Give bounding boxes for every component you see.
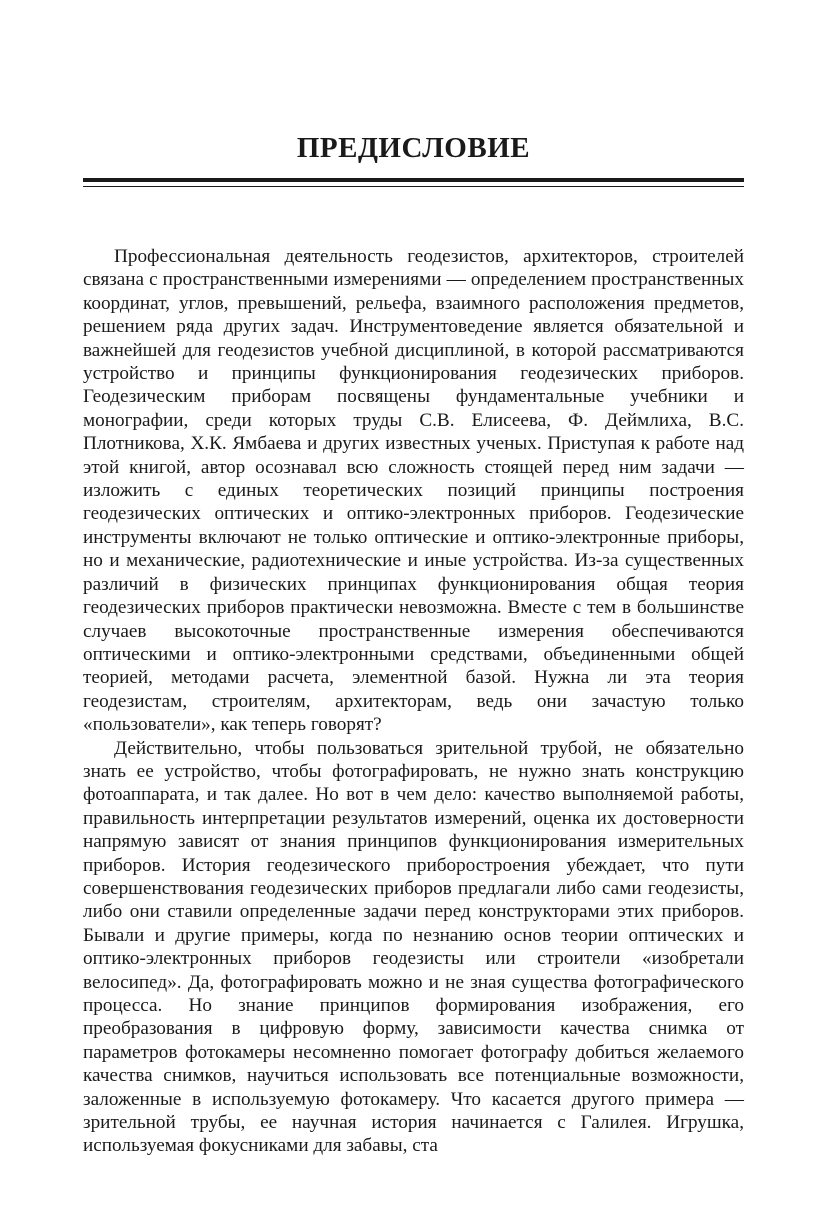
paragraph-1: Профессиональная деятельность геодезистов, архитекторов, строителей связана с пространственными измерениями — определением пространственных координат, углов, превышений, рельефа, взаимного расположения предметов, решением ряда других задач. Инструментоведение является обязательной и важнейшей для геодезистов учебной дисциплиной, в которой рассматриваются устройство и принципы функционирования геодезических приборов. Геодезическим приборам посвящены фундаментальные учебники и монографии, среди которых труды С.В. Елисеева, Ф. Деймлиха, В.С. Плотникова, Х.К. Ямбаева и других известных ученых. Приступая к работе над этой книгой, автор осознавал всю сложность стоящей перед ним задачи — изложить с единых теоретических позиций принципы построения геодезических оптических и оптико-электронных приборов. Геодезические инструменты включают не только оптические и оптико-электронные приборы, но и механические, радиотехнические и иные устройства. Из-за существенных различий в физических принципах функционирования общая теория геодезических приборов практически невозможна. Вместе с тем в большинстве случаев высокоточные пространственные измерения обеспечиваются оптическими и оптико-электронными средствами, объединенными общей теорией, методами расчета, элементной базой. Нужна ли эта теория геодезистам, строителям, архитекторам, ведь они зачастую только «пользователи», как теперь говорят? [83, 246, 744, 736]
paragraph-2: Действительно, чтобы пользоваться зрительной трубой, не обязательно знать ее устройство, чтобы фотографировать, не нужно знать конструкцию фотоаппарата, и так далее. Но вот в чем дело: качество выполняемой работы, правильность интерпретации результатов измерений, оценка их достоверности напрямую зависят от знания принципов функционирования измерительных приборов. История геодезического приборостроения убеждает, что пути совершенствования геодезических приборов предлагали либо сами геодезисты, либо они ставили определенные задачи перед конструкторами этих приборов. Бывали и другие примеры, когда по незнанию основ теории оптических и оптико-электронных приборов геодезисты или строители «изобретали велосипед». Да, фотографировать можно и не зная существа фотографического процесса. Но знание принципов формирования изображения, его преобразования в цифровую форму, зависимости качества снимка от параметров фотокамеры несомненно помогает фотографу добиться желаемого качества снимков, научиться использовать все потенциальные возможности, заложенные в используемую фотокамеру. Что касается другого примера — зрительной трубы, ее научная история начинается с Галилея. Игрушка, используемая фокусниками для забавы, ста [83, 737, 744, 1157]
title-rule-thin [83, 186, 744, 187]
title-rule-thick [83, 178, 744, 182]
document-page [83, 0, 744, 1211]
chapter-title: ПРЕДИСЛОВИЕ [296, 132, 531, 164]
body-text [83, 245, 744, 1158]
